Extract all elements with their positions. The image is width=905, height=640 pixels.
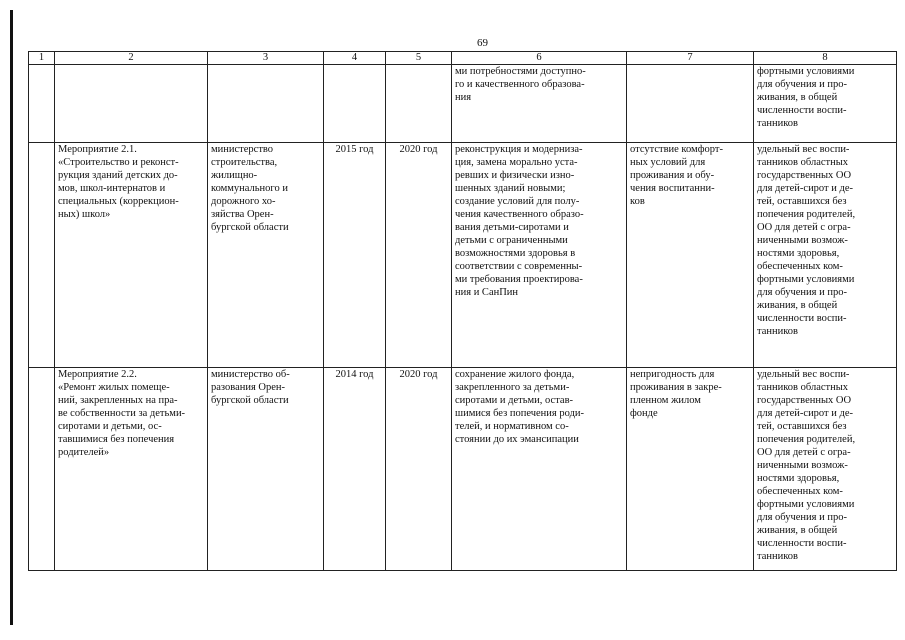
responsible-executor-cell bbox=[208, 65, 324, 143]
responsible-executor-cell: министерство об- разования Орен- бургской области bbox=[208, 368, 324, 571]
start-year-cell: 2014 год bbox=[324, 368, 386, 571]
start-year-cell: 2015 год bbox=[324, 143, 386, 368]
column-header: 3 bbox=[208, 52, 324, 65]
column-header: 8 bbox=[754, 52, 897, 65]
column-header: 1 bbox=[29, 52, 55, 65]
activities-table bbox=[28, 51, 897, 571]
end-year-cell: 2020 год bbox=[386, 368, 452, 571]
table-row-activity-2-1 bbox=[29, 143, 897, 368]
column-header: 6 bbox=[452, 52, 627, 65]
expected-result-cell: сохранение жилого фонда, закрепленного за детьми- сиротами и детьми, остав- шимися без попечения роди- телей, и нормативном со- стоянии до их эмансипации bbox=[452, 368, 627, 571]
column-header: 5 bbox=[386, 52, 452, 65]
row-number-cell bbox=[29, 368, 55, 571]
consequences-cell bbox=[627, 65, 754, 143]
activity-name-cell: Мероприятие 2.2. «Ремонт жилых помеще- ний, закрепленных на пра- ве собственности за детьми- сиротами и детьми, ос- тавшимися без попечения родителей» bbox=[55, 368, 208, 571]
activity-name-cell bbox=[55, 65, 208, 143]
expected-result-cell: ми потребностями доступно- го и качественного образова- ния bbox=[452, 65, 627, 143]
expected-result-cell: реконструкция и модерниза- ция, замена морально уста- ревших и физически изно- шенных зданий новыми; создание условий для полу- чения качественного образо- вания детьми-сиротами и детьми с ограниченными возможностями здоровья в соответствии с современны- ми требования проектирова- ния и СанПин bbox=[452, 143, 627, 368]
consequences-cell: непригодность для проживания в закре- пленном жилом фонде bbox=[627, 368, 754, 571]
end-year-cell: 2020 год bbox=[386, 143, 452, 368]
table-row-activity-2-2 bbox=[29, 368, 897, 571]
row-number-cell bbox=[29, 143, 55, 368]
row-number-cell bbox=[29, 65, 55, 143]
activity-name-cell: Мероприятие 2.1. «Строительство и реконст- рукция зданий детских до- мов, школ-интернатов и специальных (коррекцион- ных) школ» bbox=[55, 143, 208, 368]
responsible-executor-cell: министерство строительства, жилищно- коммунального и дорожного хо- зяйства Орен- бургской области bbox=[208, 143, 324, 368]
column-header: 2 bbox=[55, 52, 208, 65]
table-row-continued bbox=[29, 65, 897, 143]
table-header-row bbox=[29, 52, 897, 65]
indicator-cell: фортными условиями для обучения и про- живания, в общей численности воспи- танников bbox=[754, 65, 897, 143]
binding-margin-line bbox=[10, 10, 13, 625]
indicator-cell: удельный вес воспи- танников областных государственных ОО для детей-сирот и де- тей, оставшихся без попечения родителей, ОО для детей с огра- ниченными возмож- ностями здоровья, обеспеченных ком- фортными условиями для обучения и про- живания, в общей численности воспи- танников bbox=[754, 368, 897, 571]
end-year-cell bbox=[386, 65, 452, 143]
page-number: 69 bbox=[477, 37, 488, 49]
column-header: 7 bbox=[627, 52, 754, 65]
start-year-cell bbox=[324, 65, 386, 143]
consequences-cell: отсутствие комфорт- ных условий для проживания и обу- чения воспитанни- ков bbox=[627, 143, 754, 368]
column-header: 4 bbox=[324, 52, 386, 65]
indicator-cell: удельный вес воспи- танников областных государственных ОО для детей-сирот и де- тей, оставшихся без попечения родителей, ОО для детей с огра- ниченными возмож- ностями здоровья, обеспеченных ком- фортными условиями для обучения и про- живания, в общей численности воспи- танников bbox=[754, 143, 897, 368]
